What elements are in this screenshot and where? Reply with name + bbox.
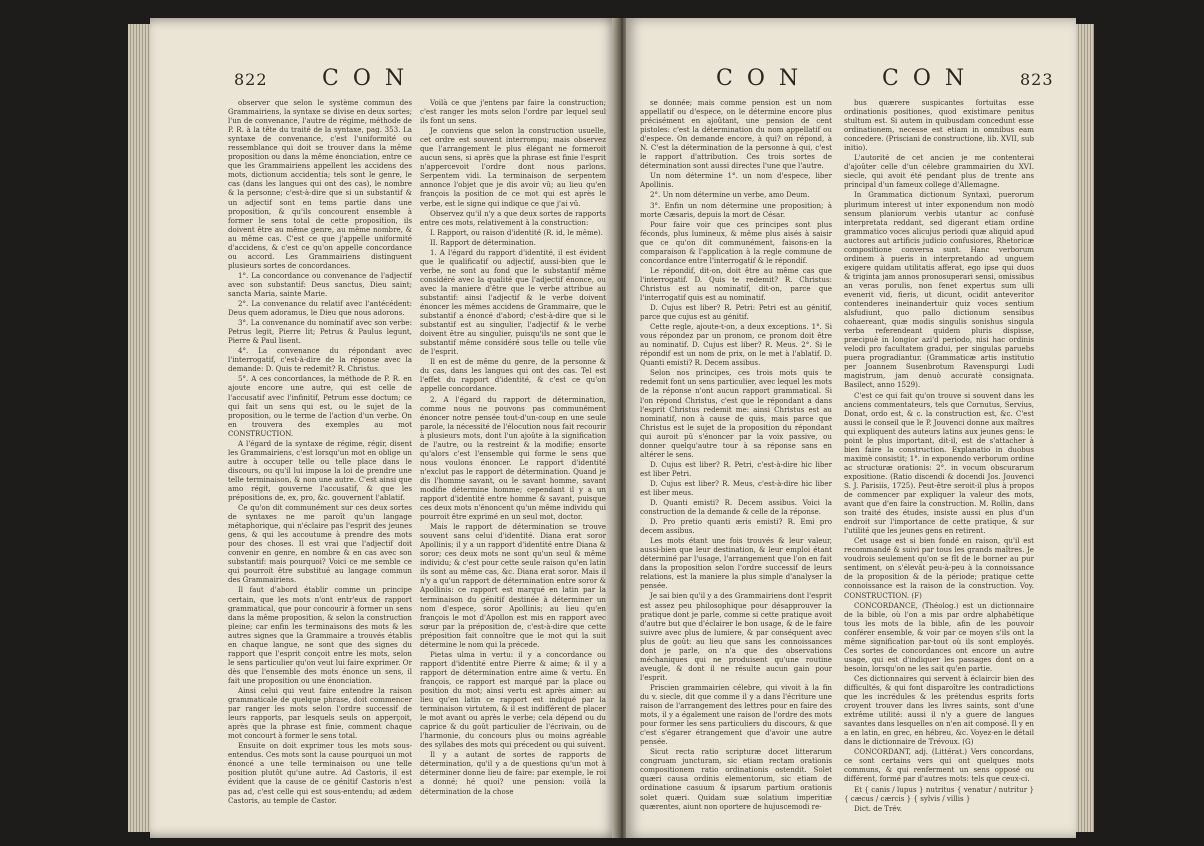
right-page-header [626, 60, 1076, 94]
paragraph: Il faut d'abord établir comme un principe certain, que les mots n'ont entr'eux de rapport grammatical, que pour concourir à former un sens dans la même proposition, & selon la construction pleine; car enfin les terminaisons des mots & les autres signes que la Grammaire a trouvés établis en chaque langue, ne sont que des signes du rapport que l'esprit conçoit entre les mots, selon le sens particulier qu'on veut lui faire exprimer. Or dès que l'ensemble des mots énonce un sens, il fait une proposition ou une énonciation. [228, 585, 412, 685]
paragraph: II. Rapport de détermination. [430, 237, 536, 247]
page-number: 822 [234, 70, 268, 89]
paragraph: 3°. Enfin un nom détermine une proposition; à morte Cæsaris, depuis la mort de César. [640, 200, 832, 219]
paragraph: CONCORDANCE, (Théolog.) est un dictionnaire de la bible, où l'on a mis par ordre alphabétique tous les mots de la bible, afin de les pouvoir conférer ensemble, & voir par ce moyen s'ils ont la même signification par-tout où ils sont employés. Ces sortes de concordances ont encore un autre usage, qui est d'indiquer les passages dont on a besoin, lorsqu'on ne les sait qu'en partie. [844, 600, 1034, 673]
paragraph: se donnée; mais comme pension est un nom appellatif ou d'espece, on le détermine encore plus précisément en ajoûtant, une pension de cent pistoles: c'est la détermination du nom appellatif ou d'espece. On demande encore, à qui? on répond, à N. C'est la détermination de la personne à qui, c'est le rapport d'attribution. Ces trois sortes de détermination sont aussi directes l'une que l'autre. [640, 98, 832, 171]
right-column [844, 98, 1034, 830]
left-page-edges [128, 24, 150, 832]
paragraph: Un nom détermine 1°. un nom d'espece, liber Apollinis. [640, 171, 832, 190]
paragraph: C'est ce qui fait qu'on trouve si souvent dans les anciens commentateurs, tels que Cornutus, Servius, Donat, ordo est, & c. la construction est, &c. C'est aussi le conseil que le P. Jouvenci donne aux maîtres qui expliquent des auteurs latins aux jeunes gens: le point le plus important, dit-il, est de s'attacher à bien faire la construction. Explanatio in duobus maximè consistit; 1°. in exponendo verborum ordine ac structuræ orationis: 2°. in vocum obscurarum expositione. (Ratio discendi & docendi Jos. Jouvenci S. J. Parisiis, 1725). Peut-être seroit-il plus à propos de commencer par expliquer la valeur des mots, avant que d'en faire la construction. M. Rollin, dans son traité des études, insiste aussi en plus d'un endroit sur l'importance de cette pratique, & sur l'utilité que les jeunes gens en retirent. [844, 390, 1034, 536]
left-page-header [150, 60, 618, 94]
paragraph: Voilà ce que j'entens par faire la construction; c'est ranger les mots selon l'ordre par lequel seul ils font un sens. [420, 98, 606, 126]
paragraph: A l'égard de la syntaxe de régime, régir, disent les Grammairiens, c'est lorsqu'un mot en oblige un autre à occuper telle ou telle place dans le discours, ou qu'il lui impose la loi de prendre une telle terminaison, & non une autre. C'est ainsi que amo régit, gouverne l'accusatif, & que les prépositions de, ex, pro, &c. gouvernent l'ablatif. [228, 438, 412, 503]
paragraph: Il en est de même du genre, de la personne & du cas, dans les langues qui ont des cas. Tel est l'effet du rapport d'identité, & c'est ce qu'on appelle concordance. [420, 357, 606, 394]
paragraph: Cet usage est si bien fondé en raison, qu'il est recommandé & suivi par tous les grands maîtres. Je voudrois seulement qu'on se fît de le borner au pur sentiment, on s'élevât peu-à-peu à la connoissance de la proposition & de la période; pratique cette connoissance est la raison de la construction. Voy. CONSTRUCTION. (F) [844, 536, 1034, 600]
paragraph: Observez qu'il n'y a que deux sortes de rapports entre ces mots, relativement à la construction: [420, 208, 606, 227]
paragraph: Sicut recta ratio scripturæ docet litterarum congruam juncturam, sic etiam rectam orationis compositionem ratio ordinationis ostendit. Solet quæri causa ordinis elementorum, sic etiam de ordinatione casuum & ipsarum partium orationis solet quæri. Quidam suæ solatium imperitiæ quærentes, aiunt non oportere de hujuscemodi re- [640, 747, 832, 811]
paragraph: Ce qu'on dit communément sur ces deux sortes de syntaxes ne me paroît qu'un langage métaphorique, qui n'éclaire pas l'esprit des jeunes gens, & qui les accoutume à prendre des mots pour des choses. Il est vrai que l'adjectif doit convenir en genre, en nombre & en cas avec son substantif: mais pourquoi? Voici ce me semble ce qui pourroit être substitué au langage commun des Grammairiens. [228, 503, 412, 585]
paragraph: Pour faire voir que ces principes sont plus féconds, plus lumineux, & même plus aisés à saisir que ce qu'on dit communément, faisons-en la comparaison & l'application à la regle commune de concordance entre l'interrogatif & le répondif. [640, 219, 832, 265]
paragraph: bus quærere suspicantes fortuitas esse ordinationis positiones, quod existimare penitus stultum est. Si autem in quibusdam concedunt esse ordinationem, necesse est etiam in omnibus eam concedere. (Prisciani de constructione, lib. XVII, sub initio). [844, 98, 1034, 153]
paragraph: 5°. A ces concordances, la méthode de P. R. en ajoute encore une autre, qui est celle de l'accusatif avec l'infinitif, Petrum esse doctum; ce qui fait un sens qui est, ou le sujet de la proposition, ou le terme de l'action d'un verbe. On en trouvera des exemples au mot CONSTRUCTION. [228, 374, 412, 438]
paragraph: Je sai bien qu'il y a des Grammairiens dont l'esprit est assez peu philosophique pour désapprouver la pratique dont je parle, comme si cette pratique avoit d'autre but que d'éclairer le bon usage, & de le faire suivre avec plus de lumiere, & par conséquent avec plus de goût: au lieu que sans les connoissances dont je parle, on n'a que des observations méchaniques qui ne produisent qu'une routine aveugle, & dont il ne résulte aucun gain pour l'esprit. [640, 591, 832, 682]
paragraph: D. Quanti emisti? R. Decem assibus. Voici la construction de la demande & celle de la réponse. [640, 498, 832, 517]
right-column [420, 98, 606, 830]
paragraph: Selon nos principes, ces trois mots quis te redemit font un sens particulier, avec lequel les mots de la réponse n'ont aucun rapport grammatical. Si l'on répond Christus, c'est que le répondant a dans l'esprit Christus redemit me: ainsi Christus est au nominatif, non à cause de quis, mais parce que Christus est le sujet de la proposition du répondant qui auroit pû s'énoncer par la voix passive, ou donner quelqu'autre tour à sa réponse sans en altérer le sens. [640, 368, 832, 459]
paragraph: Et { canis / lupus } nutritus { venatur / nutritur } { cæcus / cærcis } { sylvis / villis } [844, 784, 1034, 803]
paragraph: Je conviens que selon la construction usuelle, cet ordre est souvent interrompu; mais observez que l'arrangement le plus élégant ne formeroit aucun sens, si après que la phrase est finie l'esprit n'appercevoit l'ordre dont nous parlons. Serpentem vidi. La terminaison de serpentem annonce l'objet que je dis avoir vû; au lieu qu'en françois la position de ce mot qui est après le verbe, est le signe qui indique ce que j'ai vû. [420, 126, 606, 208]
paragraph: D. Cujus est liber? R. Petri, c'est-à-dire hic liber est liber Petri. [640, 459, 832, 478]
paragraph: 2°. Un nom détermine un verbe, amo Deum. [650, 190, 810, 200]
paragraph: CONCORDANT, adj. (Littérat.) Vers concordans, ce sont certains vers qui ont quelques mots communs, & qui renferment un sens opposé ou différent, formé par d'autres mots: tels que ceux-ci. [844, 747, 1034, 784]
paragraph: In Grammatica dictionum Syntaxi, puerorum plurimum interest ut inter exponendum non modò sensum planiorum verbis utantur ac confusè interpretata reddant, sed digerant etiam ordine grammatico voces alicujus periodi quæ aliquid apud auctores aut artificis judicio confusiores, Rhetoricæ compositione conversa sunt. Hanc verborum ordinem à pueris in interpretando ad unguem exigere quidam utilitatis afferat, ego ipse qui duos & triginta jam annos pronosuperari sensi, omissibus an veras porulis, non fenet expertus sum ulli evenerit vid, fieris, ut dicunt, ocidit anteveritor contenderes ineinandertuir quiz voces sentium alsfudiunt, quo pallo dictionum sensibus cohaereant, quæ modis singulis sonishus singula verba referendeant quidem pluris dispisse, præcipuè in longior azi'd periodo, nisi hac ordinis velodi pro facultatem gradui, per singulas paruebs puera progradiantur. (Grammaticæ artis institutio per Joannem Susenbrotum Ravenspurgi Ludi magistrum, jam denuò accuratè consignata. Basilect, anno 1529). [844, 190, 1034, 390]
paragraph: 2. A l'égard du rapport de détermination, comme nous ne pouvons pas communément énoncer notre pensée tout-d'un-coup en une seule parole, la nécessité de l'élocution nous fait recourir à plusieurs mots, dont l'un ajoûte à la signification de l'autre, ou la restreint & la modifie; ensorte qu'alors c'est l'ensemble qui forme le sens que nous voulons énoncer. Le rapport d'identité n'exclut pas le rapport de détermination. Quand je dis l'homme savant, ou le savant homme, savant modifie détermine homme; cependant il y a un rapport d'identité entre homme & savant, puisque ces deux mots n'énoncent qu'un même individu qui pourroit être exprimé en un seul mot, doctor. [420, 394, 606, 522]
paragraph: Ces dictionnaires qui servent à éclaircir bien des difficultés, & qui font disparoître les contradictions que les incrédules & les prétendus esprits forts croyent trouver dans les livres saints, sont d'une extrême utilité: aussi il n'y a guere de langues savantes dans lesquelles on n'en ait composé. Il y en a en latin, en grec, en hébreu, &c. Voyez-en le détail dans le dictionnaire de Trévoux. (G) [844, 673, 1034, 747]
paragraph: Le répondif, dit-on, doit être au même cas que l'interrogatif. D. Quis te redemit? R. Christus: Christus est au nominatif, dit-on, parce que l'interrogatif quis est au nominatif. [640, 265, 832, 302]
left-column [640, 98, 832, 830]
right-page-edges [1076, 24, 1094, 832]
paragraph: Dict. de Trév. [854, 803, 903, 813]
paragraph: Cette regle, ajoute-t-on, a deux exceptions. 1°. Si vous répondez par un pronom, ce pronom doit être au nominatif. D. Cujus est liber? R. Meus. 2°. Si le répondif est un nom de prix, on le met à l'ablatif. D. Quanti emisti? R. Decem assibus. [640, 322, 832, 368]
paragraph: I. Rapport, ou raison d'identité (R. id, le même). [430, 227, 603, 237]
paragraph: 1°. La concordance ou convenance de l'adjectif avec son substantif: Deus sanctus, Dieu saint; sancta Maria, sainte Marie. [228, 270, 412, 298]
paragraph: Mais le rapport de détermination se trouve souvent sans celui d'identité. Diana erat soror Apollinis; il y a un rapport d'identité entre Diana & soror; ces deux mots ne sont qu'un seul & même individu; & c'est pour cette seule raison qu'en latin ils sont au même cas, &c. Diana erat soror. Mais il n'y a qu'un rapport de détermination entre soror & Apollinis: ce rapport est marqué en latin par la terminaison du génitif destinée à déterminer un nom d'espece, soror Apollinis; au lieu qu'en françois le mot d'Apollon est mis en rapport avec sœur par la préposition de, c'est-à-dire que cette préposition fait connoître que le mot qui la suit détermine le nom qui la précede. [420, 522, 606, 649]
paragraph: 3°. La convenance du nominatif avec son verbe: Petrus legit, Pierre lit; Petrus & Paulus legunt, Pierre & Paul lisent. [228, 318, 412, 346]
paragraph: Il y a autant de sortes de rapports de détermination, qu'il y a de questions qu'un mot à déterminer donne lieu de faire: par exemple, le roi a donné; hé quoi? une pension: voilà la détermination de la chose [420, 750, 606, 796]
running-title-secondary: CON [882, 66, 979, 91]
paragraph: Priscien grammairien célebre, qui vivoit à la fin du v. siecle, dit que comme il y a dans l'écriture une raison de l'arrangement des lettres pour en faire des mots, il y a également une raison de l'ordre des mots pour former les sens particuliers du discours, & que c'est s'égarer étrangement que d'avoir une autre pensée. [640, 682, 832, 747]
paragraph: 4°. La convenance du répondant avec l'interrogatif, c'est-à-dire de la réponse avec la demande: D. Quis te redemit? R. Christus. [228, 346, 412, 374]
left-column [228, 98, 412, 830]
paragraph: 2°. La convenance du relatif avec l'antécédent: Deus quem adoramus, le Dieu que nous adorons. [228, 299, 412, 318]
paragraph: D. Pro pretio quanti æris emisti? R. Emi pro decem assibus. [640, 517, 832, 536]
paragraph: Pietas ulma in vertu: il y a concordance ou rapport d'identité entre Pierre & aime; & il y a rapport de détermination entre aime & vertu. En françois, ce rapport est marqué par la place ou position du mot; ainsi vertu est après aimer: au lieu qu'en latin ce rapport est indiqué par la terminaison virtutem, & il est indifférent de placer le mot avant ou après le verbe; cela dépend ou du caprice & du goût particulier de l'écrivain, ou de l'harmonie, du concours plus ou moins agréable des syllabes des mots qui précedent ou qui suivent. [420, 649, 606, 750]
left-page [150, 18, 618, 838]
paragraph: D. Cujus est liber? R. Meus, c'est-à-dire hic liber est liber meus. [640, 478, 832, 497]
paragraph: Les mots étant une fois trouvés & leur valeur, aussi-bien que leur destination, & leur emploi étant déterminé par l'usage, l'arrangement que l'on en fait dans la proposition selon l'ordre successif de leurs relations, est la maniere la plus simple d'analyser la pensée. [640, 536, 832, 591]
paragraph: observer que selon le système commun des Grammairiens, la syntaxe se divise en deux sortes; l'un de convenance, l'autre de régime, méthode de P. R. à la tête du traité de la syntaxe, pag. 353. La syntaxe de convenance, c'est l'uniformité ou ressemblance qui doit se trouver dans la même proposition ou dans la même énonciation, entre ce que les Grammairiens appellent les accidens des mots, dictionum accidentia; tels sont le genre, le cas (dans les langues qui ont des cas), le nombre & la personne; c'est-à-dire que si un substantif & un adjectif sont en tems partie dans une proposition, & qu'ils concourent ensemble à former le sens total de cette proposition, ils doivent être au même genre, au même nombre, & au même cas. C'est ce que j'appelle uniformité d'accidens, & c'est ce qu'on appelle concordance ou accord. Les Grammairiens distinguent plusieurs sortes de concordances. [228, 98, 412, 270]
paragraph: D. Cujus est liber? R. Petri: Petri est au génitif, parce que cujus est au génitif. [640, 303, 832, 322]
right-page [626, 18, 1076, 838]
paragraph: Ainsi celui qui veut faire entendre la raison grammaticale de quelque phrase, doit commencer par ranger les mots selon l'ordre successif de leurs rapports, par lesquels seuls on apperçoit, après que la phrase est finie, comment chaque mot concourt à former le sens total. [228, 686, 412, 741]
paragraph: Ensuite on doit exprimer tous les mots sous-entendus. Ces mots sont la cause pourquoi un mot énoncé a une telle terminaison ou une telle position plutôt qu'une autre. Ad Castoris, il est évident que la cause de ce génitif Castoris n'est pas ad, c'est celle qui est sous-entendu; ad ædem Castoris, au temple de Castor. [228, 741, 412, 805]
paragraph: 1. A l'égard du rapport d'identité, il est évident que le qualificatif ou adjectif, aussi-bien que le verbe, ne sont au fond que le substantif même considéré avec la qualité que l'adjectif énonce, ou avec la maniere d'être que le verbe attribue au substantif: ainsi l'adjectif & le verbe doivent énoncer les mêmes accidens de Grammaire, que le substantif a énoncé d'abord; c'est-à-dire que si le substantif est au singulier, l'adjectif & le verbe doivent être au singulier, puisqu'ils ne sont que le substantif même considéré sous telle ou telle vûe de l'esprit. [420, 247, 606, 357]
running-title: CON [716, 66, 813, 91]
running-title: CON [322, 66, 419, 91]
page-number: 823 [1020, 70, 1054, 89]
paragraph: L'autorité de cet ancien je me contenterai d'ajoûter celle d'un célebre grammairien du XVI. siecle, qui avoit été pendant plus de trente ans principal d'un fameux college d'Allemagne. [844, 153, 1034, 190]
